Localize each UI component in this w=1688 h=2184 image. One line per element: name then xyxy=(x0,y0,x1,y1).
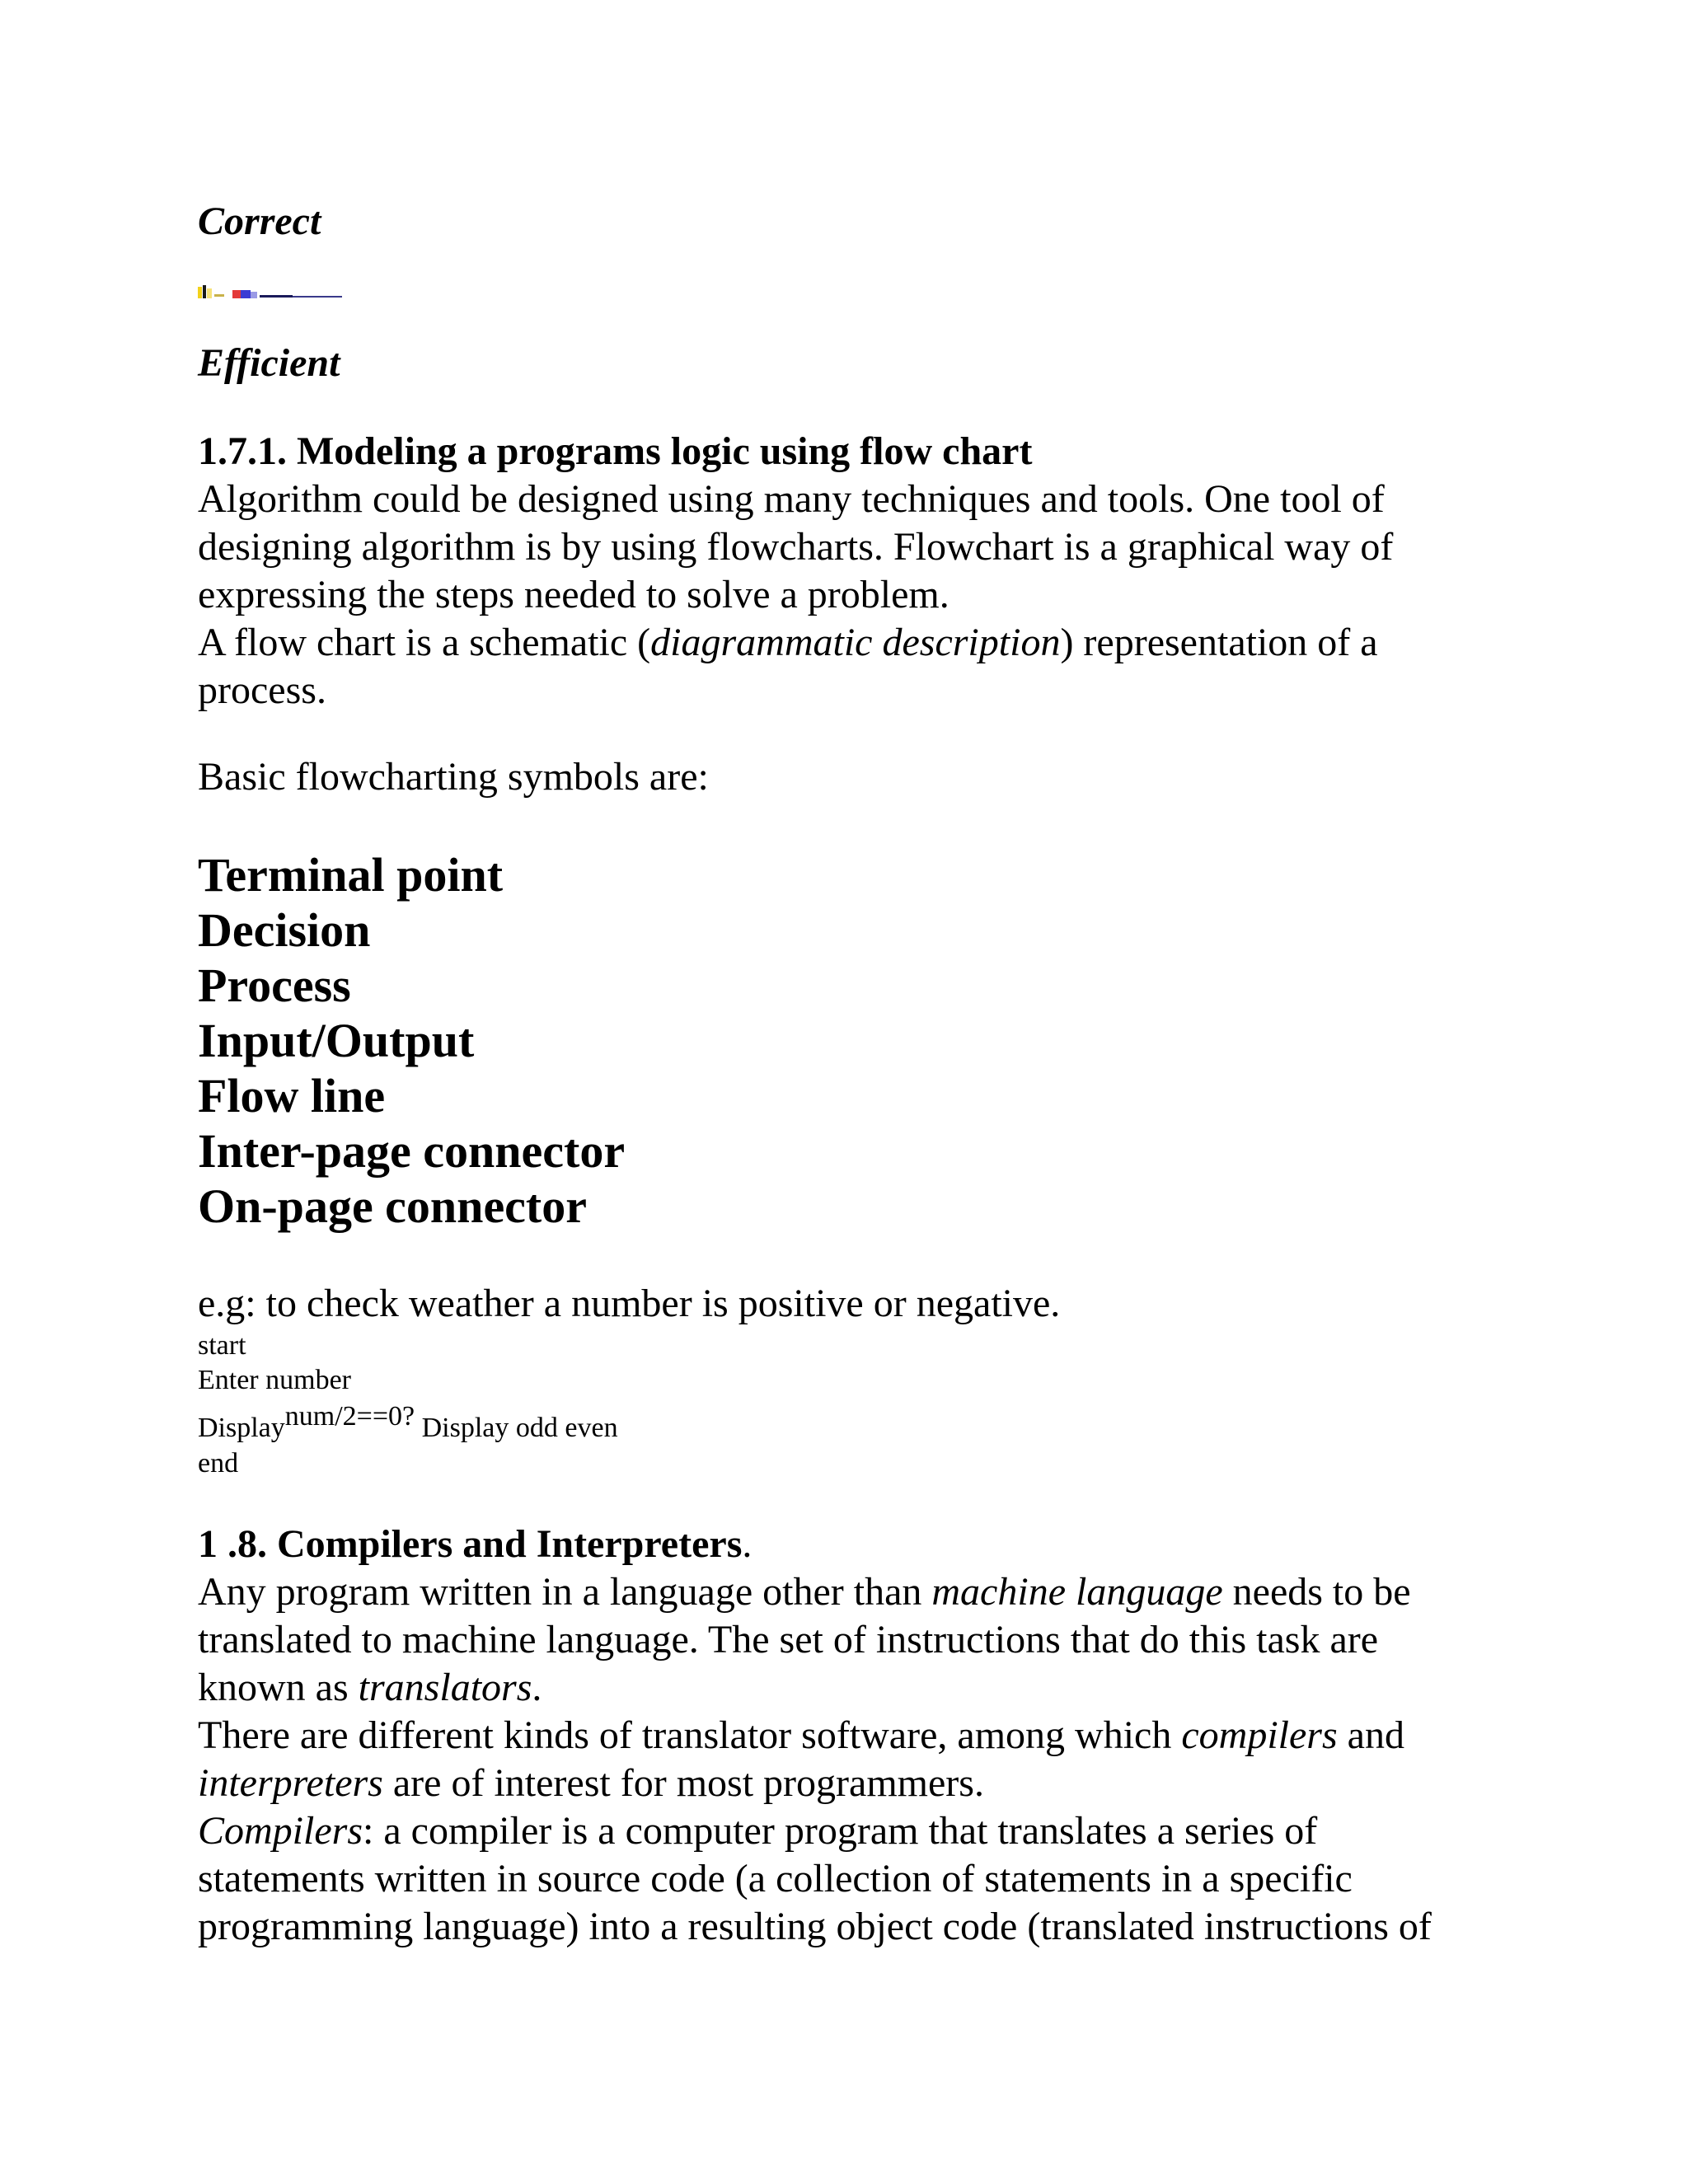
text-run: needs to be xyxy=(1222,1570,1411,1614)
italic-term: Compilers xyxy=(198,1809,363,1853)
flow-start: start xyxy=(198,1330,246,1361)
paragraph-line: expressing the steps needed to solve a problem. xyxy=(198,573,950,616)
decorative-image-strip xyxy=(198,285,354,300)
paragraph-line xyxy=(198,1664,542,1712)
text-run: There are different kinds of translator software, among which xyxy=(198,1713,1182,1757)
paragraph-line xyxy=(198,1712,1404,1760)
paragraph-line xyxy=(198,1807,1317,1855)
italic-term: machine language xyxy=(931,1570,1223,1614)
text-run: ) representation of a xyxy=(1060,621,1378,664)
paragraph-line xyxy=(198,1760,984,1807)
paragraph-line: statements written in source code (a collection of statements in a specific xyxy=(198,1857,1353,1900)
paragraph-line: process. xyxy=(198,668,326,712)
flow-display-1: Display xyxy=(198,1413,285,1443)
italic-term: compilers xyxy=(1181,1713,1338,1757)
text-run: : a compiler is a computer program that translates a series of xyxy=(363,1809,1318,1853)
italic-term: translators xyxy=(358,1666,532,1709)
paragraph-line: Algorithm could be designed using many techniques and tools. One tool of xyxy=(198,477,1385,521)
text-run: and xyxy=(1337,1713,1404,1757)
flow-enter-number: Enter number xyxy=(198,1365,351,1395)
label-efficient: Efficient xyxy=(198,341,340,385)
symbol-input-output: Input/Output xyxy=(198,1014,475,1067)
heading-period: . xyxy=(742,1522,753,1566)
symbol-process: Process xyxy=(198,958,351,1012)
text-run: Any program written in a language other than xyxy=(198,1570,932,1614)
flow-display-2: Display odd even xyxy=(415,1413,618,1443)
symbol-terminal-point: Terminal point xyxy=(198,848,504,902)
text-run: known as xyxy=(198,1666,359,1709)
text-run: A flow chart is a schematic ( xyxy=(198,621,651,664)
section-heading-1-8 xyxy=(198,1521,752,1568)
symbol-inter-page-connector: Inter-page connector xyxy=(198,1124,626,1178)
italic-term: interpreters xyxy=(198,1761,383,1805)
example-text: e.g: to check weather a number is positive or negative. xyxy=(198,1282,1061,1325)
italic-term: diagrammatic description xyxy=(650,621,1061,664)
paragraph-line xyxy=(198,619,1378,667)
flow-decision-line xyxy=(198,1401,618,1446)
symbol-decision: Decision xyxy=(198,903,371,957)
paragraph-line: designing algorithm is by using flowcharts. Flowchart is a graphical way of xyxy=(198,525,1394,569)
heading-text: 1 .8. Compilers and Interpreters xyxy=(198,1522,743,1566)
section-heading-1-7-1: 1.7.1. Modeling a programs logic using flow chart xyxy=(198,429,1033,473)
text-run: are of interest for most programmers. xyxy=(382,1761,984,1805)
paragraph-line: translated to machine language. The set of instructions that do this task are xyxy=(198,1618,1379,1661)
text-run: . xyxy=(532,1666,542,1709)
symbol-flow-line: Flow line xyxy=(198,1069,386,1122)
flow-end: end xyxy=(198,1448,239,1479)
symbol-on-page-connector: On-page connector xyxy=(198,1179,587,1233)
paragraph-line xyxy=(198,1568,1411,1616)
flow-condition: num/2==0? xyxy=(284,1401,415,1432)
paragraph-line: programming language) into a resulting object code (translated instructions of xyxy=(198,1905,1432,1948)
symbols-intro: Basic flowcharting symbols are: xyxy=(198,755,709,799)
label-correct: Correct xyxy=(198,199,321,243)
